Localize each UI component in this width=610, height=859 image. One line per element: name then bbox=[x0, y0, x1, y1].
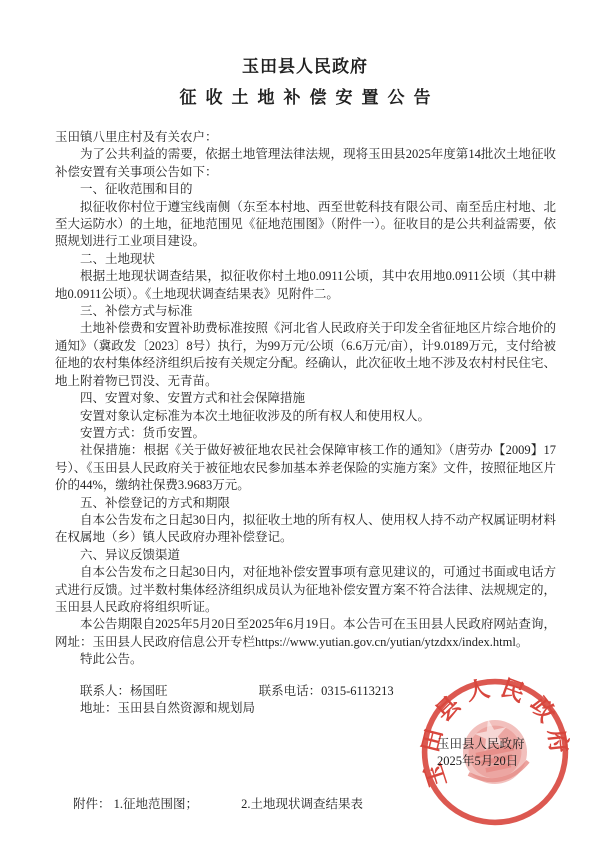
attachments-label: 附件： bbox=[73, 797, 111, 811]
seal-arc-text: 玉田县人民政府 bbox=[416, 673, 574, 791]
contact-person: 联系人：杨国旺 bbox=[80, 683, 168, 698]
paragraph-social-security: 社保措施：根据《关于做好被征地农民社会保障审核工作的通知》（唐劳办【2009】17号）、《玉田县人民政府关于被征地农民参加基本养老保险的实施方案》文件，按照征地区片价的44%，缴纳社保费3.9683万元。 bbox=[55, 443, 556, 493]
contact-phone: 联系电话：0315-6113213 bbox=[258, 683, 394, 698]
contact-address: 地址：玉田县自然资源和规划局 bbox=[80, 701, 256, 715]
paragraph-resettle-method: 安置方式：货币安置。 bbox=[80, 425, 206, 440]
attachments-line bbox=[73, 794, 363, 812]
paragraph-intro: 为了公共利益的需要，依据土地管理法律法规，现将玉田县2025年度第14批次土地征收补偿安置有关事项公告如下： bbox=[55, 147, 556, 179]
issuing-authority: 玉田县人民政府 bbox=[242, 57, 368, 76]
signature-org: 玉田县人民政府 bbox=[437, 737, 525, 751]
paragraph-compensation: 土地补偿费和安置补助费标准按照《河北省人民政府关于印发全省征地区片综合地价的通知》（冀政发〔2023〕8号）执行，为99万元/公顷（6.6万元/亩），计9.0189万元，支付给被征地的农村集体经济组织后按有关规定分配。经确认，此次征收土地不涉及农村村民住宅、地上附着物已罚没、无青苗。 bbox=[55, 321, 556, 388]
paragraph-land-status: 根据土地现状调查结果，拟征收你村土地0.0911公顷，其中农用地0.0911公顷（其中耕地0.0911公顷）。《土地现状调查结果表》见附件二。 bbox=[55, 269, 556, 301]
section-heading-6: 六、异议反馈渠道 bbox=[80, 547, 181, 562]
section-heading-1: 一、征收范围和目的 bbox=[80, 182, 193, 197]
section-heading-5: 五、补偿登记的方式和期限 bbox=[80, 495, 231, 510]
section-heading-2: 二、土地现状 bbox=[80, 251, 156, 266]
paragraph-resettle-target: 安置对象认定标准为本次土地征收涉及的所有权人和使用权人。 bbox=[80, 408, 431, 423]
paragraph-closing: 特此公告。 bbox=[80, 652, 143, 667]
signature-block bbox=[437, 736, 525, 771]
paragraph-period-url: 本公告期限自2025年5月20日至2025年6月19日。本公告可在玉田县人民政府网站查询，网址：玉田县人民政府信息公开专栏https://www.yutian.gov.cn/yutian/ytzdxx/index.html。 bbox=[55, 617, 556, 649]
section-heading-3: 三、补偿方式与标准 bbox=[80, 304, 193, 319]
document-body bbox=[55, 129, 556, 717]
attachment-1: 1.征地范围图； bbox=[113, 797, 199, 811]
salutation: 玉田镇八里庄村及有关农户： bbox=[55, 130, 218, 144]
attachment-2: 2.土地现状调查结果表 bbox=[241, 797, 364, 811]
paragraph-scope: 拟征收你村位于遵宝线南侧（东至本村地、西至世乾科技有限公司、南至岳庄村地、北至大运防水）的土地，征地范围见《征地范围图》（附件一）。征收目的是公共利益需要，依照规划进行工业项目建设。 bbox=[55, 199, 556, 249]
paragraph-feedback: 自本公告发布之日起30日内，对征地补偿安置事项有意见建议的，可通过书面或电话方式进行反馈。过半数村集体经济组织成员认为征地补偿安置方案不符合法律、法规规定的，玉田县人民政府将组织听证。 bbox=[55, 565, 556, 614]
signature-date: 2025年5月20日 bbox=[437, 754, 519, 769]
section-heading-4: 四、安置对象、安置方式和社会保障措施 bbox=[80, 391, 306, 406]
paragraph-registration: 自本公告发布之日起30日内，拟征收土地的所有权人、使用权人持不动产权属证明材料在权属地（乡）镇人民政府办理补偿登记。 bbox=[55, 512, 556, 545]
document-title: 征收土地补偿安置公告 bbox=[179, 88, 440, 107]
